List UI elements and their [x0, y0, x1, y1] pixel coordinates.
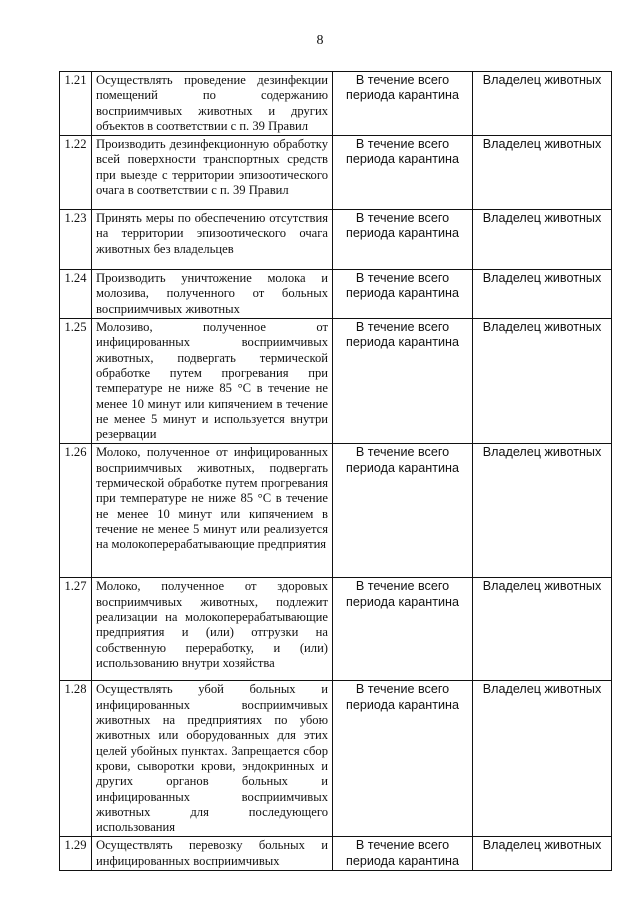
term-cell: В течение всего периода карантина	[333, 681, 473, 837]
measure-text: Молоко, полученное от здоровых восприимчивых животных, подлежит реализации на молокоперерабатывающие предприятия и (или) отгрузки на собственную переработку, и (или) использованию внутри хозяйства	[92, 578, 333, 681]
term-cell: В течение всего периода карантина	[333, 319, 473, 444]
row-number: 1.21	[60, 72, 92, 136]
term-cell: В течение всего периода карантина	[333, 270, 473, 319]
row-number: 1.24	[60, 270, 92, 319]
term-cell: В течение всего периода карантина	[333, 72, 473, 136]
measure-text: Производить дезинфекционную обработку всей поверхности транспортных средств при выезде с территории эпизоотического очага в соответствии с п. 39 Правил	[92, 136, 333, 210]
term-cell: В течение всего периода карантина	[333, 444, 473, 578]
measure-text: Осуществлять перевозку больных и инфицированных восприимчивых	[92, 837, 333, 871]
responsible-cell: Владелец животных	[473, 72, 612, 136]
measure-text: Производить уничтожение молока и молозива, полученного от больных восприимчивых животных	[92, 270, 333, 319]
responsible-cell: Владелец животных	[473, 319, 612, 444]
row-number: 1.23	[60, 210, 92, 270]
row-number: 1.22	[60, 136, 92, 210]
row-number: 1.28	[60, 681, 92, 837]
table-row	[60, 444, 612, 578]
row-number: 1.25	[60, 319, 92, 444]
measure-text: Осуществлять проведение дезинфекции помещений по содержанию восприимчивых животных и других объектов в соответствии с п. 39 Правил	[92, 72, 333, 136]
responsible-cell: Владелец животных	[473, 136, 612, 210]
measure-text: Молоко, полученное от инфицированных восприимчивых животных, подвергать термической обработке путем прогревания при температуре не ниже 85 °С в течение не менее 10 минут или кипячением в течение не менее 5 минут или реализуется на молокоперерабатывающие предприятия	[92, 444, 333, 578]
term-cell: В течение всего периода карантина	[333, 136, 473, 210]
responsible-cell: Владелец животных	[473, 210, 612, 270]
term-cell: В течение всего периода карантина	[333, 837, 473, 871]
table-row	[60, 681, 612, 837]
table-row	[60, 72, 612, 136]
table-row	[60, 270, 612, 319]
page-number: 8	[316, 33, 324, 48]
responsible-cell: Владелец животных	[473, 578, 612, 681]
responsible-cell: Владелец животных	[473, 681, 612, 837]
term-cell: В течение всего периода карантина	[333, 578, 473, 681]
measure-text: Молозиво, полученное от инфицированных восприимчивых животных, подвергать термической обработке путем прогревания при температуре не ниже 85 °С в течение не менее 10 минут или кипячением в течение не менее 5 минут и используется внутри резервации	[92, 319, 333, 444]
measure-text: Принять меры по обеспечению отсутствия на территории эпизоотического очага животных без владельцев	[92, 210, 333, 270]
table-row	[60, 319, 612, 444]
table-row	[60, 837, 612, 871]
measure-text: Осуществлять убой больных и инфицированных восприимчивых животных на предприятиях по убою животных или оборудованных для этих целей убойных пунктах. Запрещается сбор крови, сыворотки крови, эндокринных и других органов больных и инфицированных восприимчивых животных для последующего использования	[92, 681, 333, 837]
table-row	[60, 578, 612, 681]
responsible-cell: Владелец животных	[473, 444, 612, 578]
row-number: 1.26	[60, 444, 92, 578]
responsible-cell: Владелец животных	[473, 837, 612, 871]
measures-table	[59, 71, 612, 871]
table-row	[60, 136, 612, 210]
row-number: 1.29	[60, 837, 92, 871]
row-number: 1.27	[60, 578, 92, 681]
term-cell: В течение всего периода карантина	[333, 210, 473, 270]
table-row	[60, 210, 612, 270]
responsible-cell: Владелец животных	[473, 270, 612, 319]
